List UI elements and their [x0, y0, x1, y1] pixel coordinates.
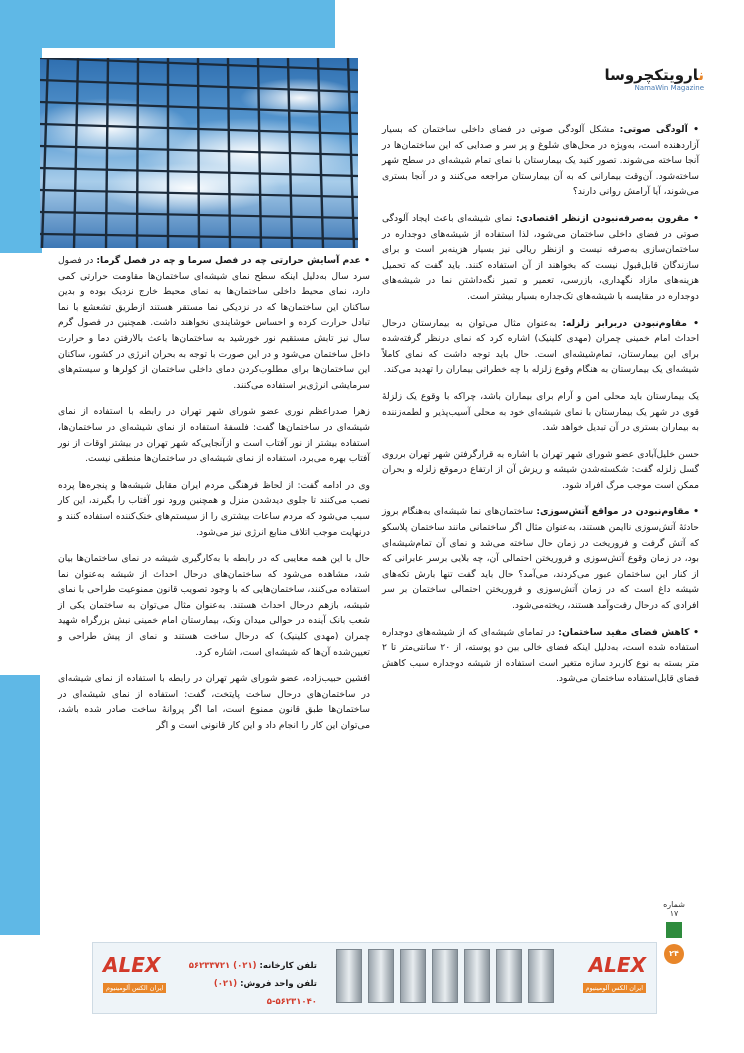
paragraph: • عدم آسایش حرارتی چه در فصل سرما و چه در فصل گرما: در فصول سرد سال به‌دلیل اینکه سطح نمای شیشه‌ای ساختمان‌ها مقاومت حرارتی کمی دارد، نمای محیط داخلی ساختمان‌ها به نمای محیط خارج نزدیک بوده و بدین ساکنان این ساختمان‌ها که در نزدیکی نما مستقر هستند ازطریق تشعشع با نما تبادل حرارت کرده و احساس خوشایندی نخواهند داشت. همچنین در فصول گرم سال نیز تابش مستقیم نور خورشید به ساختمان‌ها باعث بالارفتن دما و حرارت داخل ساختمان می‌شود و در این صورت با توجه به بحران انرژی در کشور، ساکنان این ساختمان‌ها برای مطلوب‌کردن دمای داخلی ساختمان از کولرها و سیستم‌های سرمایشی انرژی‌بر استفاده می‌کنند.	[58, 255, 370, 391]
paragraph: • کاهش فضای مفید ساختمان: در تمامای شیشه‌ای که از شیشه‌های دوجداره استفاده شده است، به‌دلیل اینکه فضای خالی بین دو پوسته، از ۲۰ سانتی‌متر تا ۲ متر بسته به نوع کاربرد سازه متغیر است استفاده از شیشه دوجداره سبب کاهش فضای قابل‌استفاده ساختمان می‌شود.	[382, 626, 699, 685]
paragraph: وی در ادامه گفت: از لحاظ فرهنگی مردم ایران مقابل شیشه‌ها و پنجره‌ها پرده نصب می‌کنند تا جلوی دیدشدن منزل و همچنین ورود نور آفتاب را بگیرند، این کار سبب می‌شود که مردم ساعات بیشتری را از سیستم‌های خنک‌کننده استفاده کنند و درنهایت موجب اتلاف منابع انرژی نیز می‌شود.	[58, 479, 370, 538]
page-number-block	[660, 900, 688, 964]
paragraph: • آلودگی صوتی: مشکل آلودگی صوتی در فضای داخلی ساختمان که بسیار آزاردهنده است، به‌ویژه در محل‌های شلوغ و پر سر و صدایی که این ساختمان‌ها در آنجا ساخته می‌شوند. تصور کنید یک بیمارستان با نمای تمام شیشه‌ای در سطح شهر ساخته‌شود. آن‌وقت بیمارانی که به آن بیمارستان مراجعه می‌کنند و در آنجا بستری می‌شوند، آیا آرامش روانی دارند؟	[382, 124, 700, 198]
ad-phones	[167, 957, 317, 1011]
paragraph: • مقاوم‌نبودن دربرابر زلزله: به‌عنوان مثال می‌توان به بیمارستان درحال احداث امام خمینی چمران (مهدی کلینیک) اشاره کرد که نمای درنظر گرفته‌شده برای این بیمارستان، تمام‌شیشه‌ای است. حال باید توجه داشت که نمای کاملاً شیشه‌ای یک بیمارستان به هنگام وقوع زلزله با چه خطراتی بیماران را تهدید می‌کند.	[382, 317, 699, 376]
top-blue-band	[0, 0, 335, 48]
profile-shape	[336, 949, 362, 1003]
profile-shape	[432, 949, 458, 1003]
paragraph: • مقاوم‌نبودن در مواقع آتش‌سوزی: ساختمان‌های نما شیشه‌ای به‌هنگام بروز حادثهٔ آتش‌سوزی ناایمن هستند، به‌عنوان مثال اگر ساختمانی مانند ساختمان پلاسکو که آتش گرفت و فروریخت در زمان حال ساخته می‌شد و نمای آن تمام‌شیشه‌ای بود، در زمان وقوع آتش‌سوزی و فروریختن احتمالی آن، چه بلایی برسر عابرانی که از کنار این ساختمان عبور می‌کردند، می‌آمد؟ حال باید گفت تنها بارش تکه‌های شیشه داغ است که در زمان آتش‌سوزی و فروریختن احتمالی ساختمان بر سر افرادی که درحال رفت‌وآمد هستند، ریخته‌می‌شود.	[382, 506, 699, 612]
profile-shape	[400, 949, 426, 1003]
decorative-square	[666, 922, 682, 938]
glass-facade-photo	[40, 58, 358, 248]
paragraph: زهرا صدراعظم نوری عضو شورای شهر تهران در رابطه با استفاده از نمای شیشه‌ای در ساختمان‌ها گفت: فلسفهٔ استفاده از نمای شیشه‌ای در ساختمان‌ها، استفاده بیشتر از نور آفتاب است و ازآنجایی‌که شهر تهران در بیشتر اوقات از نور آفتاب بهره می‌برد، استفاده از نمای شیشه‌ای در ساختمان‌ها منطقی نیست.	[58, 406, 370, 465]
paragraph: حال با این همه معایبی که در رابطه با به‌کارگیری شیشه در نمای ساختمان‌ها بیان شد، مشاهده می‌شود که ساختمان‌های درحال احداث از شیشه به‌عنوان نما استفاده می‌کنند، ساختمان‌هایی که با وجود تصویب قانون ممنوعیت طراحی با نمای شیشه، بازهم درحال احداث هستند. به‌عنوان مثال می‌توان به ساختمان یکی از شعب بانک آینده در حوالی میدان ونک، بیمارستان امام خمینی نبش بزرگراه شهید چمران (مهدی کلینیک) که درحال ساخت هستند و نمای از پیش طراحی و تعیین‌شده آن‌ها که شیشه‌ای است، اشاره کرد.	[58, 553, 370, 658]
left-blue-band	[0, 48, 42, 253]
sales-phone: (۰۲۱) ۵۶۲۳۱۰۴۰-۵	[213, 979, 317, 1007]
issue-number: شماره ۱۷	[663, 900, 685, 918]
logo-subtitle: NamaWin Magazine	[634, 84, 704, 92]
profile-shape	[496, 949, 522, 1003]
logo-title: نارویتکچروسا	[604, 66, 704, 84]
factory-phone: (۰۲۱) ۵۶۲۳۳۷۲۱	[188, 961, 257, 971]
left-blue-band-lower	[0, 675, 40, 935]
page-number: ۲۴	[664, 944, 684, 964]
paragraph: یک بیمارستان باید محلی امن و آرام برای بیماران باشد، چراکه با وقوع یک زلزلهٔ قوی در شهر یک بیمارستان با نمای شیشه‌ای خود به محلی آسیب‌پذیر و لطمه‌زننده به بیماران بستری در آن تبدیل خواهد شد.	[382, 390, 699, 434]
profile-shape	[368, 949, 394, 1003]
aluminium-profiles-image	[333, 949, 591, 1007]
right-text-column	[382, 122, 699, 698]
paragraph: حسن خلیل‌آبادی عضو شورای شهر تهران با اشاره به قرارگرفتن شهر تهران برروی گسل زلزله گفت: شکسته‌شدن شیشه و ریزش آن از ارتفاع درموقع زلزله و بحران ممکن است موجب مرگ افراد شود.	[382, 448, 699, 491]
profile-shape	[528, 949, 554, 1003]
ad-brand-left: ALEX	[103, 953, 161, 977]
sales-phone-label: تلفن واحد فروش:	[240, 979, 317, 989]
profile-shape	[464, 949, 490, 1003]
paragraph: افشین حبیب‌زاده، عضو شورای شهر تهران در رابطه با استفاده از نمای شیشه‌ای در ساختمان‌های درحال ساخت پایتخت، گفت: استفاده از نمای شیشه‌ای در ساختمان‌ها طبق قانون ممنوع است، اما اگر پروانهٔ ساخت صادر شده باشد، می‌توان این کار را انجام داد و این کار قانونی است و اگر	[58, 673, 370, 732]
ad-tagline-right: ایران الکس آلومینیوم	[583, 983, 646, 993]
ad-brand-right: ALEX	[588, 953, 646, 977]
ad-tagline-left: ایران الکس آلومینیوم	[103, 983, 166, 993]
left-text-column	[58, 253, 370, 745]
factory-phone-label: تلفن کارخانه:	[259, 961, 317, 971]
magazine-logo	[586, 66, 704, 94]
paragraph: • مقرون به‌صرفه‌نبودن ازنظر اقتصادی: نمای شیشه‌ای باعث ایجاد آلودگی صوتی در فضای داخلی ساختمان می‌شود، لذا استفاده از شیشه‌های دوجداره در ساختمان‌سازی به‌صرفه نیست و ازنظر ریالی نیز بسیار هزینه‌بر است و برای سازندگان قابل‌قبول نیست که بخواهند از آن استفاده کنند. باید گفت که تحمیل هزینه‌های مازاد نگهداری، بازرسی، تعمیر و تمیز نگه‌داشتن نما در شیشه‌های دوجداره در مقایسه با شیشه‌های تک‌جداره بسیار بیشتر است.	[382, 212, 699, 302]
alex-advertisement	[92, 942, 657, 1014]
